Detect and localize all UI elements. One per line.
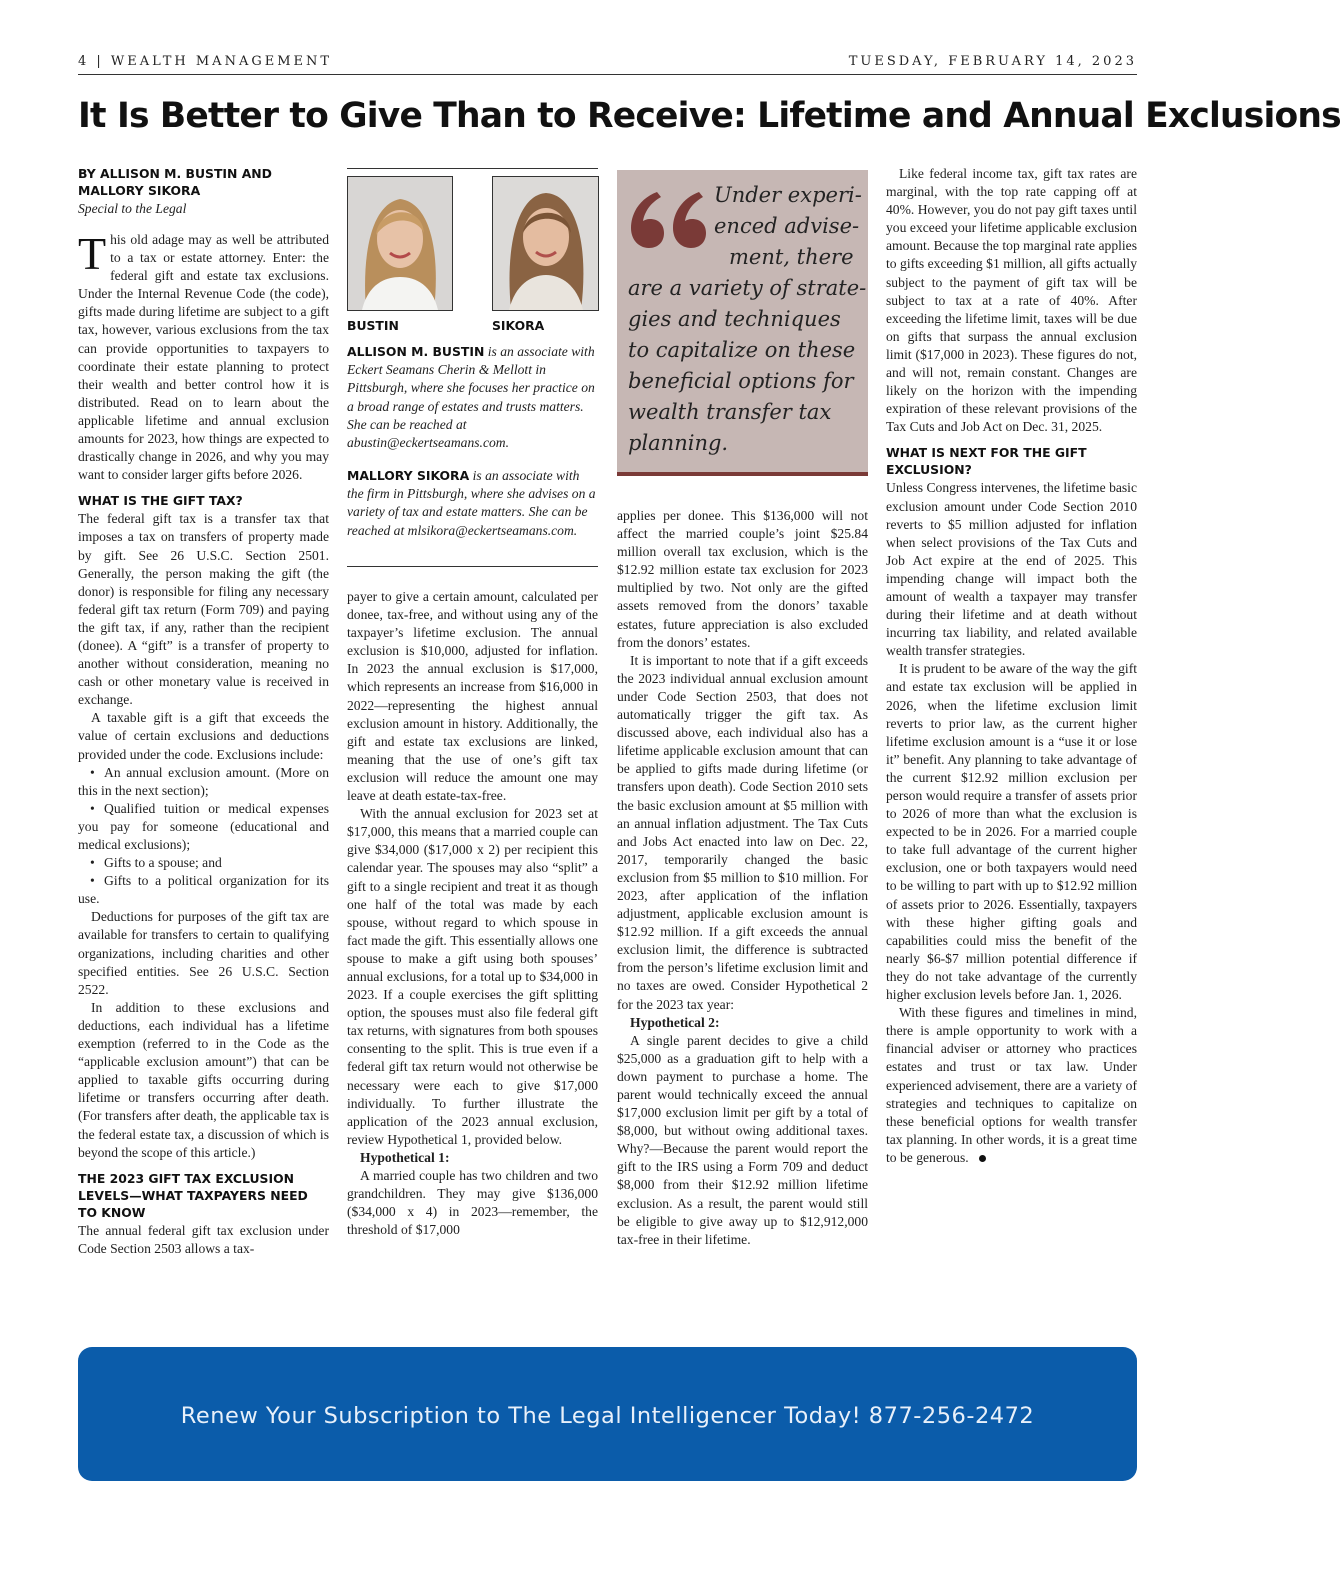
bio-name: MALLORY SIKORA — [347, 468, 470, 483]
hypothetical-2-label: Hypothetical 2: — [630, 1014, 720, 1030]
bio-text: is an associate with Eckert Seamans Cherin & Mellott in Pittsburgh, where she focuses her practice on a broad range of estates and trusts matters. She can be reached at abustin@eckertseamans.com. — [347, 344, 595, 451]
byline-line-1: BY ALLISON M. BUSTIN AND — [78, 166, 272, 181]
intro-text: his old adage may as well be attributed to a tax or estate attorney. Enter: the federal gift and estate tax exclusions. Under the Internal Revenue Code (the code), gifts made during lifetime are subject to a gift tax, however, various exclusions from the tax can provide opportunities to taxpayers to coordinate their estate planning to protect their wealth and better control how it is distributed. Read on to learn about the applicable lifetime and annual exclusion amounts for 2023, how things are expected to drastically change in 2026, and why you may want to consider larger gifts before 2026. — [78, 232, 329, 483]
bio-text: is an associate with the firm in Pittsburgh, where she advises on a variety of tax and estate matters. She can be reached at mlsikora@eckertseamans.com. — [347, 468, 596, 538]
pull-quote-line: ment, there — [729, 245, 854, 269]
banner-text: Renew Your Subscription to The Legal Intelligencer Today! 877-256-2472 — [180, 1403, 1035, 1429]
pull-quote-line: Under experi- — [714, 183, 862, 207]
pull-quote-line: gies and techniques — [628, 307, 841, 331]
author-block-rule — [347, 168, 598, 169]
paragraph: payer to give a certain amount, calculated per donee, tax-free, and without using any of the taxpayer’s lifetime exclusion. The annual exclusion is $10,000, adjusted for inflation. In 2023 the annual exclusion is $17,000, which represents an increase from $16,000 in 2022—representing the highest annual exclusion amount in history. Additionally, the gift and estate tax exclusions are linked, meaning that the use of one’s gift tax exclusion will reduce the amount one may leave at death estate-tax-free. — [347, 589, 598, 804]
paragraph: The federal gift tax is a transfer tax that imposes a tax on transfers of property made by gift. See 26 U.S.C. Section 2501. Generally, the person making the gift (the donor) is responsible for filing any necessary federal gift tax return (Form 709) and paying the gift tax, if any, rather than the recipient (donee). A “gift” is a transfer of property to another without consideration, meaning no cash or other monetary value is received in exchange. — [78, 511, 329, 708]
bustin-photo — [347, 176, 453, 311]
byline-line-2: MALLORY SIKORA — [78, 183, 201, 198]
photo-caption-sikora: SIKORA — [492, 318, 545, 333]
article-headline: It Is Better to Give Than to Receive: Lifetime and Annual Exclusions — [78, 96, 1341, 136]
section-label: 4 | WEALTH MANAGEMENT — [78, 54, 333, 69]
pull-quote-line: enced advise- — [714, 214, 860, 238]
header-rule — [78, 74, 1137, 75]
paragraph: The annual federal gift tax exclusion under Code Section 2503 allows a tax- — [78, 1222, 329, 1256]
column-3 — [617, 507, 868, 1249]
portrait-image — [493, 177, 598, 310]
pull-quote-box — [617, 170, 868, 476]
byline-special: Special to the Legal — [78, 201, 187, 216]
paragraph: applies per donee. This $136,000 will not affect the married couple’s joint $25.84 million overall tax exclusion, which is the $12.92 million estate tax exclusion for 2023 multiplied by two. Not only are the gifted assets removed from the donors’ taxable estates, future appreciation is also excluded from the donors’ estates. — [617, 508, 868, 650]
exclusions-list — [78, 764, 329, 909]
paragraph: A taxable gift is a gift that exceeds the value of certain exclusions and deductions provided under the code. Exclusions include: — [78, 710, 329, 762]
paragraph: Unless Congress intervenes, the lifetime basic exclusion amount under Code Section 2010 reverts to $5 million adjusted for inflation when select provisions of the Tax Cuts and Job Act expire at the end of 2025. This impending change will impact both the amount of wealth a taxpayer may transfer during their lifetime and at death without incurring tax liability, and related available wealth transfer strategies. — [886, 480, 1137, 659]
photo-caption-bustin: BUSTIN — [347, 318, 399, 333]
pull-quote-line: to capitalize on these — [628, 338, 856, 362]
pull-quote-line: beneficial options for — [628, 369, 854, 393]
pull-quote-line: wealth transfer tax — [628, 400, 832, 424]
paragraph: It is important to note that if a gift exceeds the 2023 individual annual exclusion amount under Code Section 2503, that does not automatically trigger the gift tax. As discussed above, each individual also has a lifetime applicable exclusion amount that can be applied to gifts made during lifetime (or transfers upon death). Code Section 2010 sets the basic exclusion amount at $5 million with an annual inflation adjustment. The Tax Cuts and Jobs Act enacted into law on Dec. 22, 2017, temporarily changed the basic exclusion from $5 million to $10 million. For 2023, after application of the inflation adjustment, applicable exclusion amount is $12.92 million. If a gift exceeds the annual exclusion limit, the difference is subtracted from the person’s lifetime exclusion limit and no taxes are owed. Consider Hypothetical 2 for the 2023 tax year: — [617, 652, 868, 1012]
subscription-banner[interactable] — [78, 1347, 1137, 1481]
hypothetical-1-label: Hypothetical 1: — [360, 1149, 450, 1165]
subhead-gift-tax: WHAT IS THE GIFT TAX? — [78, 493, 243, 509]
subhead-2023-levels: THE 2023 GIFT TAX EXCLUSION LEVELS—WHAT TAXPAYERS NEED TO KNOW — [78, 1170, 308, 1220]
paragraph: A married couple has two children and two grandchildren. They may give $136,000 ($34,000 x 4) in 2023—remember, the threshold of $17,000 — [347, 1168, 598, 1238]
drop-cap: T — [78, 228, 107, 279]
portrait-image — [348, 177, 452, 310]
quote-mark-icon — [627, 184, 707, 254]
author-block-bottom-rule — [347, 566, 598, 567]
bio-sikora — [347, 467, 598, 540]
paragraph: In addition to these exclusions and deductions, each individual has a lifetime exemption (referred to in the Code as the “applicable exclusion amount”) that can be applied to taxable gifts occurring during lifetime or transfers occurring after death. (For transfers after death, the applicable tax is the federal estate tax, a discussion of which is beyond the scope of this article.) — [78, 999, 329, 1160]
column-4 — [886, 165, 1137, 1167]
end-mark-icon — [979, 1155, 986, 1162]
column-2 — [347, 588, 598, 1239]
sikora-photo — [492, 176, 599, 311]
paragraph: Like federal income tax, gift tax rates are marginal, with the top rate capping off at 40%. However, you do not pay gift taxes until you exceed your lifetime applicable exclusion amount. Because the top marginal rate applies to gifts exceeding $1 million, all gifts actually subject to the payment of gift tax will be subject to tax at a rate of 40%. After exceeding the lifetime limit, taxes will be due on gifts that surpass the annual exclusion limit ($17,000 in 2023). These figures do not, and will not, remain constant. Changes are likely on the horizon with the impending expiration of these relevant provisions of the Tax Cuts and Job Act on Dec. 31, 2025. — [886, 166, 1137, 435]
paragraph: A single parent decides to give a child $25,000 as a graduation gift to help with a down payment to purchase a home. The parent would technically exceed the annual $17,000 exclusion limit per gift by a total of $8,000, but without owing additional taxes. Why?—Because the parent would report the gift to the IRS using a Form 709 and deduct $8,000 from their $12.92 million lifetime exclusion. As a result, the parent would still be eligible to give away up to $12,912,000 tax-free in their lifetime. — [617, 1032, 868, 1247]
pull-quote-line: are a variety of strate- — [628, 276, 867, 300]
list-item: • Gifts to a political organization for its use. — [78, 873, 329, 907]
list-item: • An annual exclusion amount. (More on this in the next section); — [78, 764, 329, 798]
paragraph: With the annual exclusion for 2023 set at $17,000, this means that a married couple can give $34,000 ($17,000 x 2) per recipient this calendar year. The spouses may also “split” a gift to a single recipient and treat it as though one half of the total was made by each spouse, without regard to which spouse in fact made the gift. This essentially allows one spouse to make a gift using both spouses’ annual exclusions, for a total up to $34,000 in 2023. If a couple exercises the gift splitting option, the spouses must also file federal gift tax returns, with signatures from both spouses consenting to the split. This is true even if a federal gift tax return would not otherwise be necessary were each to give $17,000 individually. To further illustrate the application of the 2023 annual exclusion, review Hypothetical 1, provided below. — [347, 806, 598, 1147]
subhead-whats-next: WHAT IS NEXT FOR THE GIFT EXCLUSION? — [886, 445, 1087, 478]
paragraph — [886, 1004, 1137, 1167]
bio-name: ALLISON M. BUSTIN — [347, 344, 485, 359]
paragraph: It is prudent to be aware of the way the gift and estate tax exclusion will be applied in 2026, when the lifetime exclusion limit reverts to prior law, as the current higher lifetime exclusion amount is a “use it or lose it” benefit. Any planning to take advantage of the current $12.92 million exclusion per person would require a transfer of assets prior to 2026 of more than what the exclusion is expected to be in 2026. For a married couple to take full advantage of the current higher exclusion, one or both taxpayers would need to be willing to part with up to $12.92 million of assets prior to 2026. Essentially, taxpayers with these higher gifting goals and capabilities could miss the benefit of the nearly $6-$7 million potential difference if they do not take advantage of the currently higher exclusion levels before Jan. 1, 2026. — [886, 661, 1137, 1003]
bio-bustin — [347, 343, 598, 452]
list-item: • Qualified tuition or medical expenses you pay for someone (educational and medical exclusions); — [78, 800, 329, 852]
paragraph: Deductions for purposes of the gift tax are available for transfers to certain to qualifying organizations, including charities and other specified entities. See 26 U.S.C. Section 2522. — [78, 909, 329, 997]
issue-date: TUESDAY, FEBRUARY 14, 2023 — [848, 54, 1137, 69]
list-item: • Gifts to a spouse; and — [90, 855, 222, 871]
intro-paragraph — [78, 228, 329, 484]
closing-text: With these figures and timelines in mind, there is ample opportunity to work with a financial adviser or attorney who practices estates and trust or tax law. Under experienced advisement, there are a variety of strategies and techniques to capitalize on these beneficial options for wealth transfer tax planning. In other words, it is a great time to be generous. — [886, 1005, 1137, 1165]
column-1 — [78, 165, 329, 1258]
pull-quote-line: planning. — [628, 431, 729, 455]
